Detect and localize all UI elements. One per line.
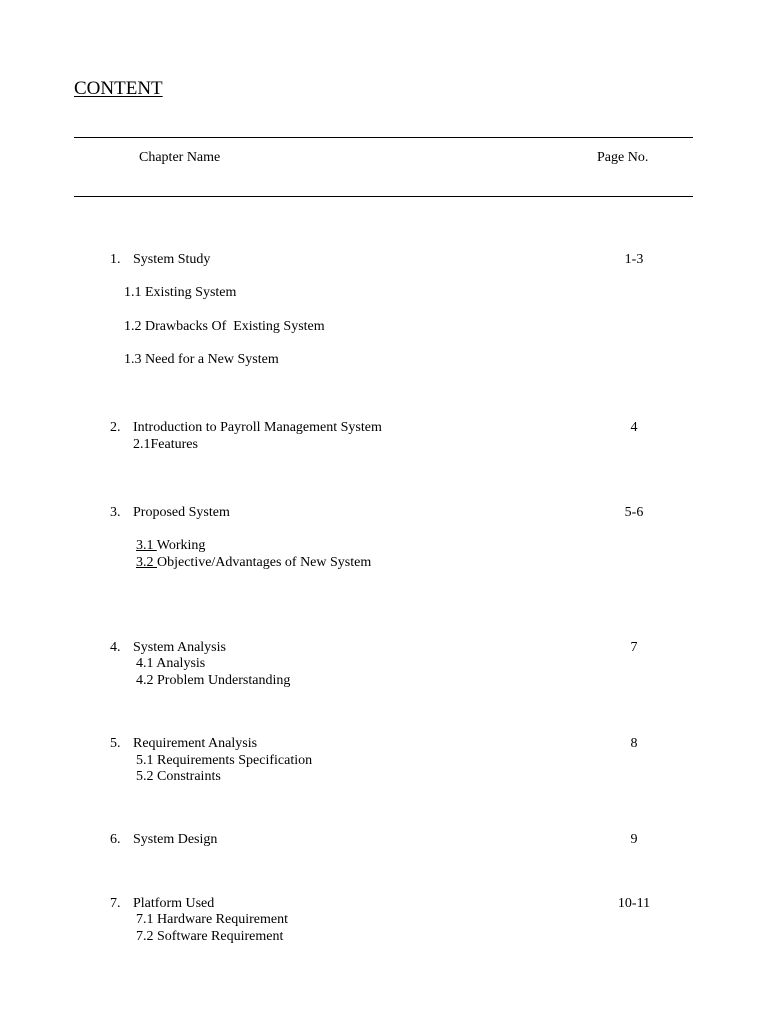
chapter-title: Proposed System	[133, 505, 230, 520]
page-no-header: Page No.	[597, 150, 649, 165]
chapter-pages: 9	[630, 832, 638, 847]
section-item: 1.2 Drawbacks Of Existing System	[124, 319, 325, 334]
section-item	[136, 538, 205, 554]
chapter-number: 1.	[110, 252, 121, 267]
chapter-pages: 4	[630, 420, 638, 435]
chapter-title: Platform Used	[133, 896, 215, 911]
section-item: 2.1Features	[133, 437, 198, 452]
chapter-title: Requirement Analysis	[133, 736, 258, 751]
chapter-number: 6.	[110, 832, 121, 847]
section-item: 5.1 Requirements Specification	[136, 753, 313, 768]
chapter-number: 7.	[110, 896, 121, 911]
chapter-title: System Design	[133, 832, 218, 847]
header-bottom-rule	[74, 196, 693, 197]
section-number: 3.1	[136, 538, 157, 553]
section-item: 4.1 Analysis	[136, 656, 206, 671]
chapter-pages: 10-11	[617, 896, 651, 911]
section-item: 4.2 Problem Understanding	[136, 673, 291, 688]
chapter-number: 5.	[110, 736, 121, 751]
section-item: 7.2 Software Requirement	[136, 929, 284, 944]
section-item: 5.2 Constraints	[136, 769, 221, 784]
chapter-number: 4.	[110, 640, 121, 655]
header-top-rule	[74, 137, 693, 138]
chapter-pages: 8	[630, 736, 638, 751]
section-label: Objective/Advantages of New System	[157, 555, 372, 570]
chapter-pages: 7	[630, 640, 638, 655]
chapter-pages: 5-6	[624, 505, 644, 520]
section-item: 1.3 Need for a New System	[124, 352, 279, 367]
chapter-pages: 1-3	[624, 252, 644, 267]
section-item: 1.1 Existing System	[124, 285, 237, 300]
section-number: 3.2	[136, 555, 157, 570]
page-title: CONTENT	[74, 78, 163, 99]
section-label: Working	[156, 538, 206, 553]
chapter-number: 3.	[110, 505, 121, 520]
section-item	[136, 555, 371, 571]
chapter-title: System Analysis	[133, 640, 226, 655]
chapter-title: System Study	[133, 252, 211, 267]
section-item: 7.1 Hardware Requirement	[136, 912, 288, 927]
chapter-name-header: Chapter Name	[139, 150, 221, 165]
chapter-title: Introduction to Payroll Management System	[133, 420, 382, 435]
chapter-number: 2.	[110, 420, 121, 435]
